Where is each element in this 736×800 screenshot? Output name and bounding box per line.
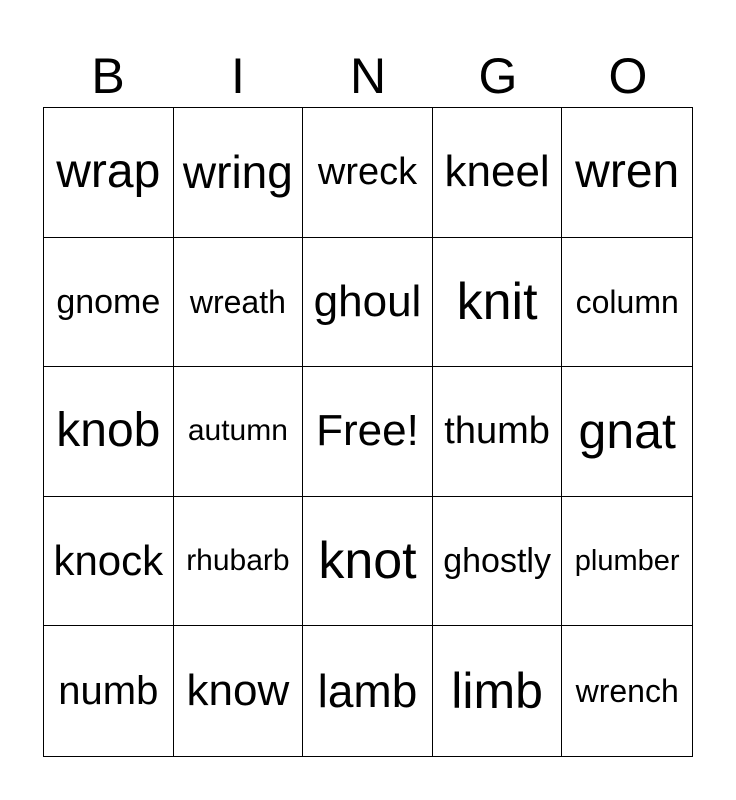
bingo-cell[interactable]: gnat bbox=[562, 367, 692, 497]
bingo-header bbox=[43, 46, 693, 106]
bingo-cell[interactable]: wreath bbox=[174, 238, 304, 368]
bingo-cell[interactable]: gnome bbox=[44, 238, 174, 368]
bingo-cell[interactable]: plumber bbox=[562, 497, 692, 627]
bingo-cell[interactable]: wring bbox=[174, 108, 304, 238]
bingo-cell[interactable]: rhubarb bbox=[174, 497, 304, 627]
bingo-cell[interactable]: limb bbox=[433, 626, 563, 756]
bingo-cell[interactable]: know bbox=[174, 626, 304, 756]
bingo-cell[interactable]: knot bbox=[303, 497, 433, 627]
bingo-cell[interactable]: knock bbox=[44, 497, 174, 627]
bingo-cell[interactable]: ghostly bbox=[433, 497, 563, 627]
header-letter-i: I bbox=[231, 48, 245, 104]
free-space-cell[interactable]: Free! bbox=[303, 367, 433, 497]
bingo-cell[interactable]: wren bbox=[562, 108, 692, 238]
bingo-cell[interactable]: knob bbox=[44, 367, 174, 497]
bingo-cell[interactable]: column bbox=[562, 238, 692, 368]
header-letter-o: O bbox=[608, 48, 648, 104]
bingo-cell[interactable]: numb bbox=[44, 626, 174, 756]
bingo-cell[interactable]: thumb bbox=[433, 367, 563, 497]
header-letter-g: G bbox=[478, 48, 518, 104]
bingo-board bbox=[43, 107, 693, 757]
bingo-cell[interactable]: knit bbox=[433, 238, 563, 368]
bingo-cell[interactable]: autumn bbox=[174, 367, 304, 497]
bingo-cell[interactable]: wrench bbox=[575, 673, 679, 710]
bingo-cell[interactable]: lamb bbox=[303, 626, 433, 756]
bingo-cell[interactable]: wreck bbox=[303, 108, 433, 238]
bingo-cell[interactable]: ghoul bbox=[303, 238, 433, 368]
bingo-cell[interactable]: kneel bbox=[433, 108, 563, 238]
bingo-cell[interactable]: wrap bbox=[44, 108, 174, 238]
header-letter-b: B bbox=[91, 48, 125, 104]
header-letter-n: N bbox=[349, 48, 387, 104]
